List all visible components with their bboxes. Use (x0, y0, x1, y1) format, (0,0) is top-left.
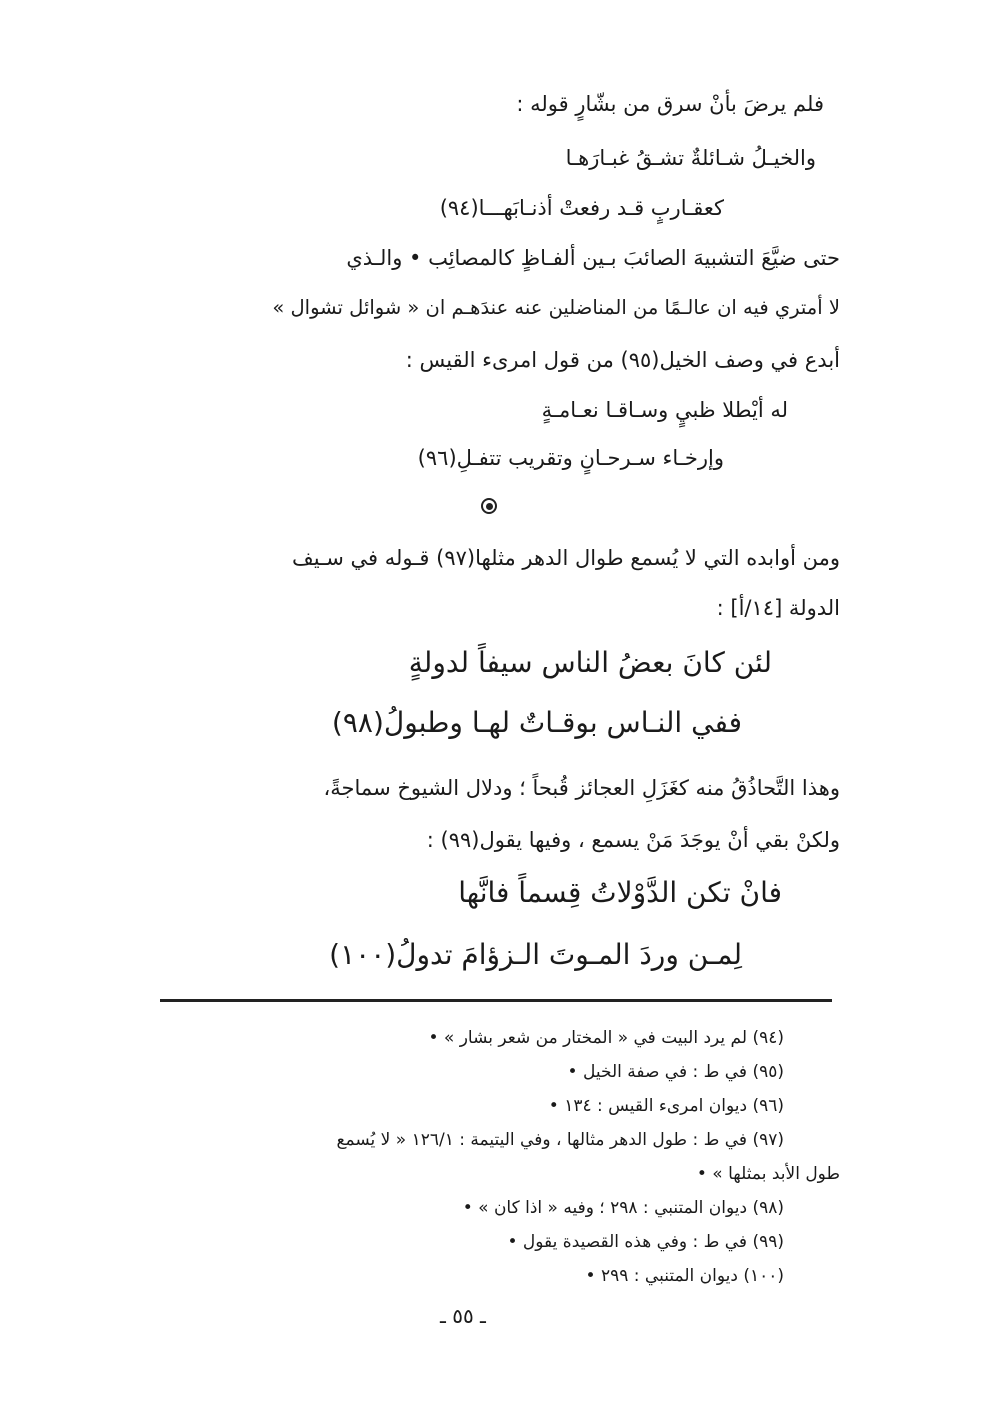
text-line: لا أمتري فيه ان عالـمًا من المناضلين عنه عندَهـم ان « شوائل تشوال » (272, 296, 840, 319)
footnote: (٩٩) في ط : وفي هذه القصيدة يقول • (507, 1232, 784, 1252)
verse-line: وإرخـاء سـرحـانٍ وتقريب تتفـلِ(٩٦) (417, 446, 724, 470)
footnote: طول الأبد بمثلها » • (696, 1164, 840, 1184)
verse-line: ففي النـاس بوقـاتٌ لهـا وطبولُ(٩٨) (331, 706, 742, 739)
verse-line: كعقـاربٍ قـد رفعتْ أذنـابَهـــا(٩٤) (439, 196, 724, 220)
verse-line: والخيـلُ شـائلةٌ تشـقُ غبـارَهـا (565, 146, 816, 170)
page-number: ـ ٥٥ ـ (440, 1304, 486, 1328)
separator-ornament-icon (481, 498, 497, 514)
footnote: (٩٧) في ط : طول الدهر مثالها ، وفي اليتيمة : ١٢٦/١ « لا يُسمع (336, 1130, 784, 1150)
text-line: وهذا التَّحاذُقُ منه كغَزَلِ العجائز قُبحاً ؛ ودلال الشيوخ سماجةً، (323, 776, 840, 800)
verse-line: له أيْطلا ظبيٍ وسـاقـا نعـامـةٍ (541, 398, 788, 422)
footnote: (١٠٠) ديوان المتنبي : ٢٩٩ • (585, 1266, 784, 1286)
footnote: (٩٦) ديوان امرىء القيس : ١٣٤ • (548, 1096, 784, 1116)
text-line: الدولة [١٤/أ] : (716, 596, 840, 620)
text-line: أبدع في وصف الخيل(٩٥) من قول امرىء القيس : (405, 348, 840, 372)
text-line: ومن أوابده التي لا يُسمع طوال الدهر مثلها(٩٧) قـوله في سـيف (292, 546, 840, 570)
verse-line: لئن كانَ بعضُ الناس سيفاً لدولةٍ (408, 646, 772, 679)
text-line: ولكنْ بقي أنْ يوجَدَ مَنْ يسمع ، وفيها يقول(٩٩) : (426, 828, 840, 852)
footnote: (٩٨) ديوان المتنبي : ٢٩٨ ؛ وفيه « اذا كان » • (462, 1198, 784, 1218)
footnote-divider (160, 999, 832, 1002)
footnote: (٩٥) في ط : في صفة الخيل • (567, 1062, 784, 1082)
footnote: (٩٤) لم يرد البيت في « المختار من شعر بشار » • (428, 1028, 784, 1048)
verse-line: لِمـن وردَ المـوتَ الـزؤامَ تدولُ(١٠٠) (329, 938, 742, 971)
text-line: حتى ضيَّعَ التشبيهَ الصائبَ بـين ألفـاظٍ كالمصائِب • والـذي (346, 246, 840, 270)
text-line: فلم يرضَ بأنْ سرق من بشّارٍ قوله : (516, 92, 824, 116)
verse-line: فانْ تكن الدَّوْلاتُ قِسماً فانَّها (458, 876, 782, 909)
